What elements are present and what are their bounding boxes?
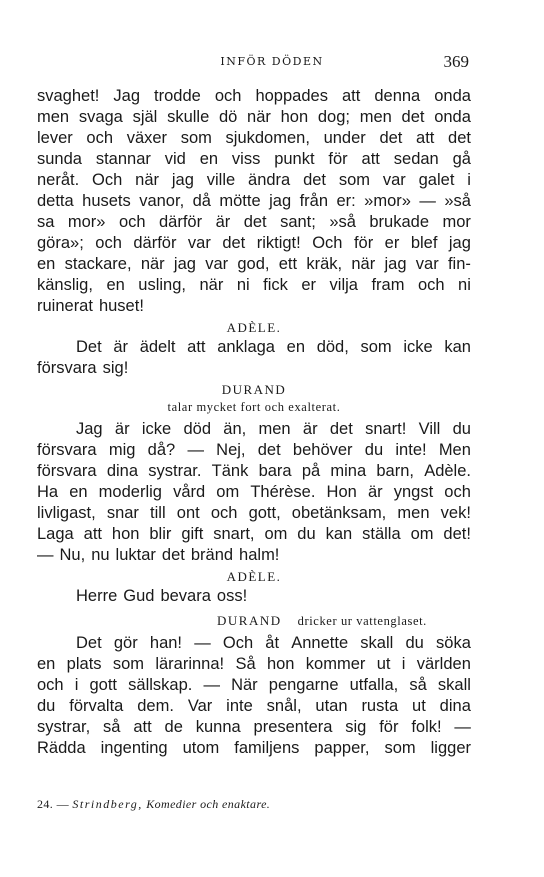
stage-direction: talar mycket fort och exalterat. (167, 400, 341, 414)
text-line: neråt. Och när jag ville ändra det som var galet i (37, 171, 471, 189)
text-line: svaghet! Jag trodde och hoppades att denna onda (37, 87, 471, 105)
author-name: Strindberg, (72, 797, 143, 811)
speech-block (37, 86, 471, 317)
text-line: sunda stannar vid en viss punkt för att sedan gå (37, 150, 471, 168)
text-line: ruinerat huset! (37, 297, 144, 315)
speech-block (37, 337, 471, 379)
text-line: livligast, snar till ont och gott, obetänksam, men vek! (37, 504, 471, 522)
running-title: INFÖR DÖDEN (220, 55, 324, 68)
text-line: försvara dina systrar. Tänk bara på mina barn, Adèle. (37, 462, 471, 480)
text-line: sa mor» och därför är det sant; »så brukade mor (37, 213, 471, 231)
speech-block (37, 633, 471, 759)
text-line: försvara mig då? — Nej, det behöver du inte! Men (37, 441, 471, 459)
text-line: Rädda ingenting utom familjens papper, som ligger (37, 739, 471, 757)
text-line: Laga att hon blir gift snart, om du kan ställa om det! (37, 525, 471, 543)
text-line: du förvalta dem. Var inte snål, utan rusta ut dina (37, 697, 471, 715)
text-line: — Nu, nu luktar det bränd halm! (37, 546, 280, 564)
text-line: detta husets vanor, då mötte jag från er: »mor» — »så (37, 192, 471, 210)
text-line: Jag är icke död än, men är det snart! Vill du (76, 420, 471, 438)
running-head (0, 52, 544, 72)
text-line: en stackare, när jag var god, ett kräk, när jag var fin- (37, 255, 471, 273)
page-number: 369 (443, 52, 469, 71)
text-line: Det är ädelt att anklaga en död, som icke kan (76, 338, 471, 356)
text-line: försvara sig! (37, 359, 129, 377)
text-line: Det gör han! — Och åt Annette skall du söka (76, 634, 471, 652)
text-line: systrar, så att de kunna presentera sig för folk! — (37, 718, 471, 736)
text-line: men svaga själ skulle dö när hon dog; men det onda (37, 108, 471, 126)
text-line: en plats som lärarinna! Så hon kommer ut i världen (37, 655, 471, 673)
speaker-name: ADÈLE. (226, 569, 282, 584)
speaker-name: ADÈLE. (226, 320, 282, 335)
work-title: Komedier och enaktare. (146, 797, 271, 811)
signature-line (37, 797, 270, 812)
speech-block (37, 419, 471, 566)
text-line: Ha en moderlig vård om Thérèse. Hon är yngst och (37, 483, 471, 501)
stage-direction: dricker ur vattenglaset. (297, 614, 427, 628)
speaker-with-direction (37, 611, 471, 631)
speech-block (37, 586, 471, 607)
play-text (37, 86, 471, 759)
text-line: och i gott sällskap. — När pengarne utfalla, så skall (37, 676, 471, 694)
text-line: göra»; och därför var det riktigt! Och för er blef jag (37, 234, 471, 252)
speaker-name: DURAND (217, 613, 282, 628)
speaker-name: DURAND (221, 382, 287, 397)
text-line: lever och växer som sjukdomen, under det att det (37, 129, 471, 147)
text-line: känslig, en usling, när ni fick er vilja fram och ni (37, 276, 471, 294)
text-line: Herre Gud bevara oss! (76, 587, 248, 605)
sheet-number: 24. — (37, 797, 69, 811)
